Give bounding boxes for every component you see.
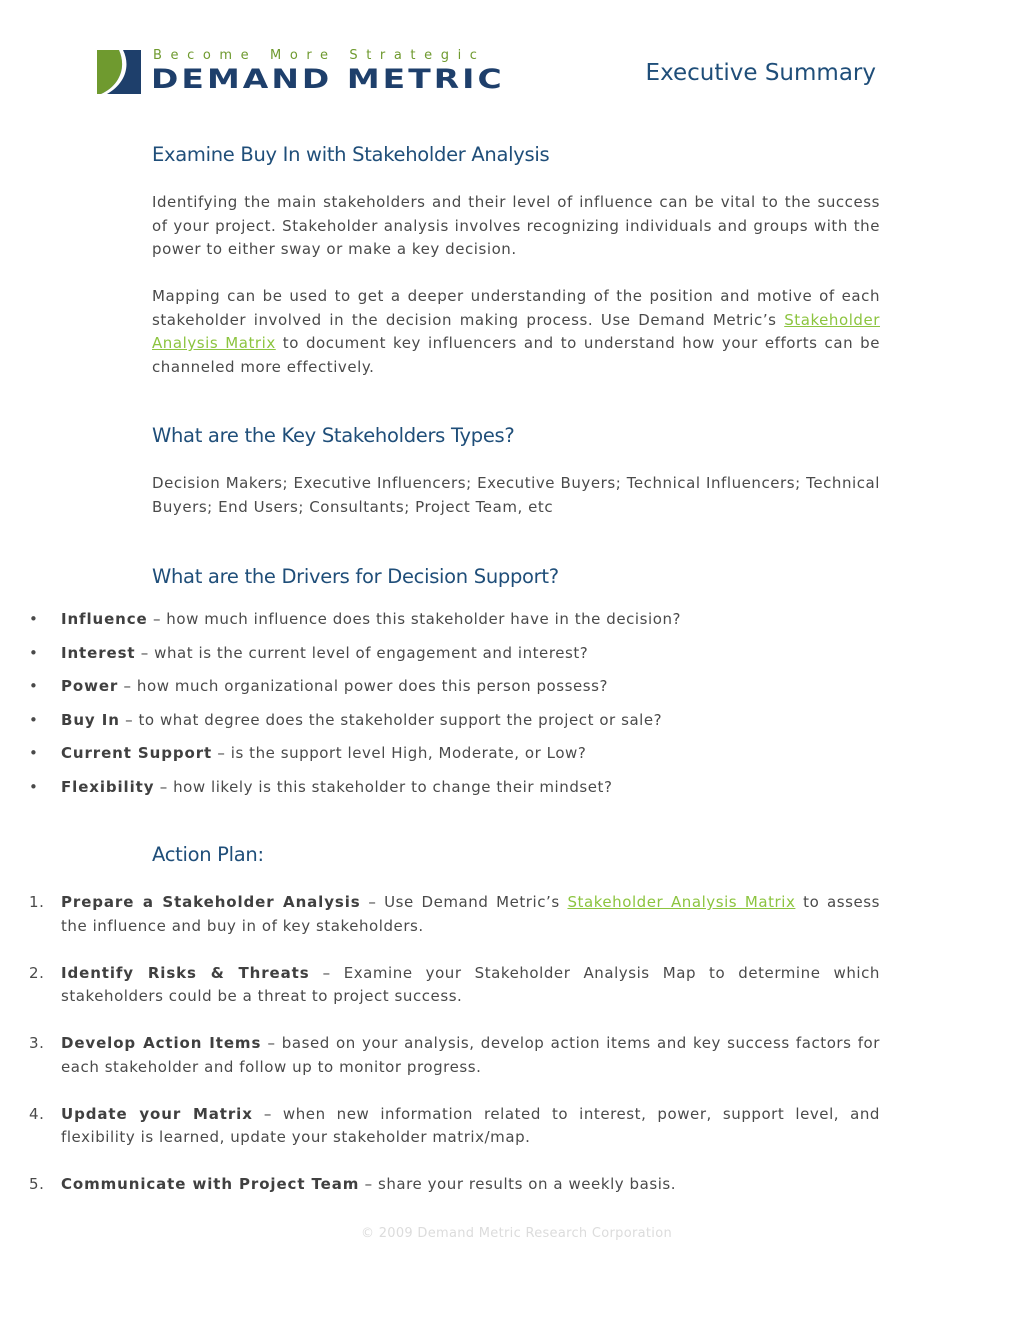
list-item xyxy=(0,1103,880,1150)
intro-paragraph: Identifying the main stakeholders and their level of influence can be vital to the success of your project. Stakeholder analysis involves recognizing individuals and groups with the power to either sway or make a key decision. xyxy=(152,193,880,258)
mapping-text-before: Mapping can be used to get a deeper understanding of the position and motive of each stakeholder involved in the decision making process. Use Demand Metric’s xyxy=(152,287,880,329)
item-number: 4. xyxy=(29,1104,45,1123)
item-number: 2. xyxy=(29,963,45,982)
section-heading-stakeholder-types: What are the Key Stakeholders Types? xyxy=(152,424,515,447)
list-item xyxy=(0,1032,880,1079)
action-desc: – when new information related to interest, power, support level, and flexibility is learned, update your stakeholder matrix/map. xyxy=(61,1104,881,1146)
item-number: 1. xyxy=(29,893,45,911)
list-item xyxy=(0,743,880,763)
driver-term: Flexibility xyxy=(61,777,155,796)
bullet-icon: • xyxy=(29,677,39,696)
action-desc: – Examine your Stakeholder Analysis Map to determine which stakeholders could be a threat to project success. xyxy=(61,963,880,1005)
brand-name: DEMAND METRIC xyxy=(151,64,505,95)
stakeholder-matrix-link[interactable]: Stakeholder Analysis Matrix xyxy=(152,310,880,352)
item-number: 5. xyxy=(29,1175,45,1193)
action-term: Identify Risks & Threats xyxy=(61,963,310,982)
list-item xyxy=(0,609,880,629)
logo-mark-icon xyxy=(97,50,141,94)
action-term: Prepare a Stakeholder Analysis xyxy=(61,893,361,911)
driver-desc: – how much organizational power does this person possess? xyxy=(118,677,609,696)
action-term: Develop Action Items xyxy=(61,1034,262,1052)
brand-tagline: Become More Strategic xyxy=(153,48,486,63)
stakeholder-matrix-link[interactable]: Stakeholder Analysis Matrix xyxy=(567,893,796,911)
bullet-icon: • xyxy=(29,710,39,729)
list-item xyxy=(0,777,880,797)
action-desc-after: to assess the influence and buy in of key stakeholders. xyxy=(61,893,880,935)
item-number: 3. xyxy=(29,1034,45,1052)
driver-desc: – what is the current level of engagement and interest? xyxy=(135,643,589,662)
action-term: Communicate with Project Team xyxy=(61,1175,360,1193)
driver-term: Power xyxy=(61,677,119,696)
copyright-footer: © 2009 Demand Metric Research Corporation xyxy=(360,1226,672,1241)
section-heading-drivers: What are the Drivers for Decision Support? xyxy=(152,565,559,588)
list-item xyxy=(0,643,880,663)
bullet-icon: • xyxy=(29,610,39,628)
driver-term: Interest xyxy=(61,643,136,662)
driver-desc: – how likely is this stakeholder to change their mindset? xyxy=(154,777,613,796)
bullet-icon: • xyxy=(29,643,39,662)
action-term: Update your Matrix xyxy=(61,1104,253,1123)
mapping-paragraph xyxy=(152,285,880,379)
action-plan-list xyxy=(0,891,880,1220)
list-item xyxy=(0,676,880,696)
section-heading-stakeholder-analysis: Examine Buy In with Stakeholder Analysis xyxy=(152,143,550,166)
action-desc: – Use Demand Metric’s xyxy=(360,893,568,911)
list-item xyxy=(0,891,880,938)
action-desc: – share your results on a weekly basis. xyxy=(359,1175,677,1193)
bullet-icon: • xyxy=(29,744,39,763)
list-item xyxy=(0,1173,880,1197)
drivers-list xyxy=(0,609,880,811)
driver-term: Buy In xyxy=(61,710,120,729)
driver-desc: – how much influence does this stakeholder have in the decision? xyxy=(147,610,682,628)
driver-desc: – to what degree does the stakeholder support the project or sale? xyxy=(119,710,663,729)
list-item xyxy=(0,710,880,730)
action-desc: – based on your analysis, develop action items and key success factors for each stakeholder and follow up to monitor progress. xyxy=(61,1034,881,1076)
document-title: Executive Summary xyxy=(645,60,876,86)
driver-term: Current Support xyxy=(61,744,213,763)
demand-metric-logo xyxy=(97,48,505,98)
section-heading-action-plan: Action Plan: xyxy=(152,843,264,866)
stakeholder-types-text: Decision Makers; Executive Influencers; Executive Buyers; Technical Influencers; Technical Buyers; End Users; Consultants; Project Team, etc xyxy=(152,474,880,516)
driver-term: Influence xyxy=(61,610,148,628)
list-item xyxy=(0,962,880,1009)
driver-desc: – is the support level High, Moderate, or Low? xyxy=(212,744,587,763)
bullet-icon: • xyxy=(29,777,39,796)
mapping-text-after: to document key influencers and to understand how your efforts can be channeled more effectively. xyxy=(152,334,880,376)
